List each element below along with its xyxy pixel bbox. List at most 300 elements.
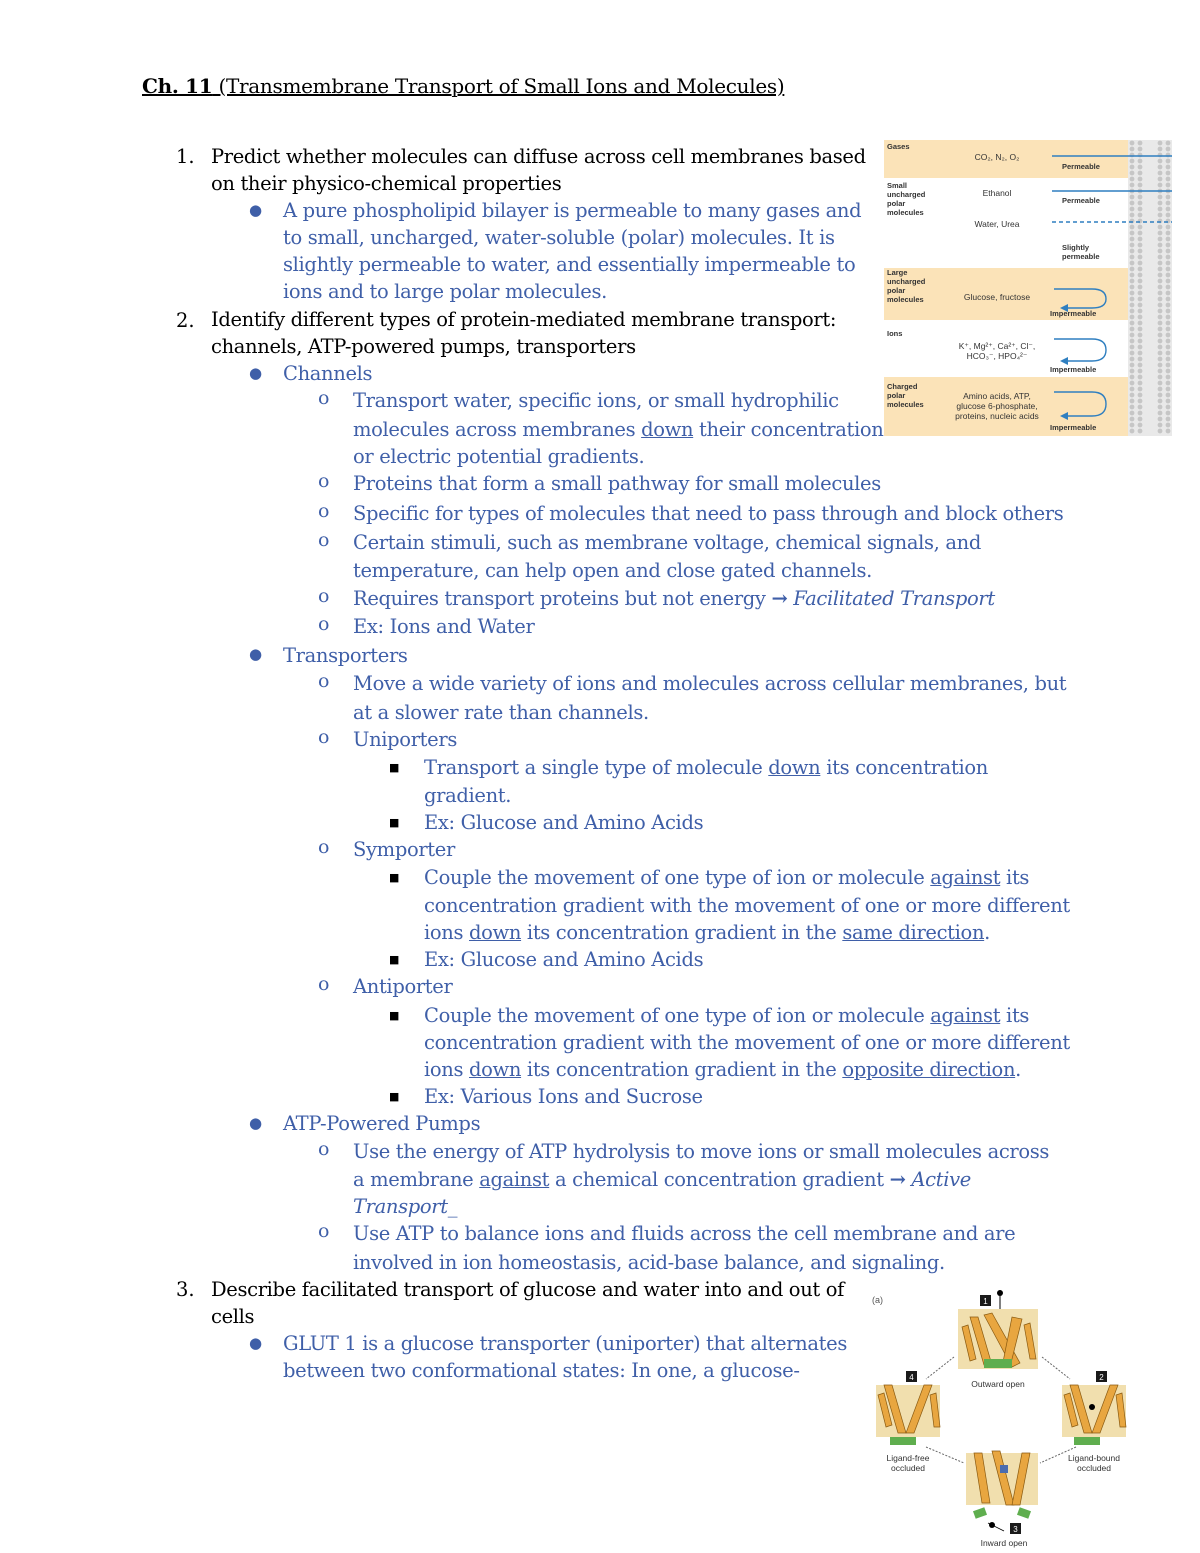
lipid-head bbox=[1130, 177, 1135, 182]
lipid-head bbox=[1138, 237, 1143, 242]
lipid-head bbox=[1158, 183, 1163, 188]
lipid-head bbox=[1166, 237, 1171, 242]
lipid-head bbox=[1158, 207, 1163, 212]
channels-p1-line-1: Transport water, specific ions, or small hydrophilic bbox=[353, 389, 839, 412]
lipid-head bbox=[1138, 369, 1143, 374]
lipid-head bbox=[1166, 315, 1171, 320]
item-3-line-1: Describe facilitated transport of glucose and water into and out of bbox=[211, 1278, 844, 1301]
lipid-head bbox=[1130, 399, 1135, 404]
lipid-head bbox=[1130, 273, 1135, 278]
lipid-head bbox=[1158, 273, 1163, 278]
lipid-head bbox=[1158, 423, 1163, 428]
lipid-head bbox=[1130, 309, 1135, 314]
lipid-head bbox=[1158, 279, 1163, 284]
lipid-head bbox=[1166, 309, 1171, 314]
lipid-head bbox=[1130, 411, 1135, 416]
lipid-head bbox=[1158, 381, 1163, 386]
svg-text:occluded: occluded bbox=[890, 1463, 926, 1473]
circle-bullet-icon: o bbox=[318, 585, 330, 607]
lipid-head bbox=[1130, 423, 1135, 428]
lipid-head bbox=[1158, 297, 1163, 302]
lipid-head bbox=[1158, 141, 1163, 146]
lipid-head bbox=[1166, 339, 1171, 344]
lipid-head bbox=[1158, 321, 1163, 326]
lipid-head bbox=[1166, 171, 1171, 176]
svg-text:Ions: Ions bbox=[887, 329, 903, 338]
lipid-bilayer bbox=[1128, 140, 1172, 436]
lipid-head bbox=[1130, 339, 1135, 344]
symporter-label: Symporter bbox=[353, 838, 455, 861]
lipid-head bbox=[1158, 351, 1163, 356]
lipid-head bbox=[1138, 141, 1143, 146]
lipid-head bbox=[1166, 303, 1171, 308]
lipid-head bbox=[1166, 159, 1171, 164]
lipid-head bbox=[1138, 345, 1143, 350]
lipid-head bbox=[1138, 417, 1143, 422]
lipid-head bbox=[1138, 387, 1143, 392]
circle-bullet-icon: o bbox=[318, 529, 330, 551]
lipid-head bbox=[1130, 213, 1135, 218]
lipid-head bbox=[1130, 225, 1135, 230]
lipid-head bbox=[1166, 345, 1171, 350]
lipid-head bbox=[1166, 381, 1171, 386]
circle-bullet-icon: o bbox=[318, 470, 330, 492]
lipid-head bbox=[1158, 225, 1163, 230]
lipid-head bbox=[1138, 183, 1143, 188]
lipid-head bbox=[1166, 411, 1171, 416]
state-ligand-bound bbox=[1062, 1371, 1126, 1473]
lipid-head bbox=[1166, 285, 1171, 290]
lipid-head bbox=[1166, 333, 1171, 338]
lipid-head bbox=[1138, 147, 1143, 152]
svg-text:Ligand-bound: Ligand-bound bbox=[1068, 1453, 1120, 1463]
lipid-head bbox=[1158, 417, 1163, 422]
lipid-head bbox=[1158, 285, 1163, 290]
lipid-head bbox=[1130, 159, 1135, 164]
lipid-head bbox=[1158, 171, 1163, 176]
svg-text:uncharged: uncharged bbox=[887, 277, 926, 286]
uniporters-label: Uniporters bbox=[353, 728, 457, 751]
lipid-head bbox=[1130, 255, 1135, 260]
lipid-head bbox=[1138, 309, 1143, 314]
lipid-head bbox=[1138, 333, 1143, 338]
lipid-head bbox=[1138, 303, 1143, 308]
lipid-head bbox=[1130, 297, 1135, 302]
underlined-down: down bbox=[641, 418, 694, 441]
page-title bbox=[142, 74, 784, 98]
lipid-head bbox=[1158, 393, 1163, 398]
svg-text:Permeable: Permeable bbox=[1062, 196, 1100, 205]
bilayer-line-3: slightly permeable to water, and essentially impermeable to bbox=[283, 253, 856, 276]
lipid-head bbox=[1166, 357, 1171, 362]
lipid-head bbox=[1166, 267, 1171, 272]
lipid-head bbox=[1158, 261, 1163, 266]
svg-text:1: 1 bbox=[983, 1297, 988, 1306]
item-1-line-2: on their physico-chemical properties bbox=[211, 172, 562, 195]
symporter-s1-line-1: Couple the movement of one type of ion or molecule against its bbox=[424, 866, 1030, 889]
lipid-head bbox=[1158, 303, 1163, 308]
lipid-head bbox=[1130, 393, 1135, 398]
bullet-icon: ● bbox=[249, 645, 263, 663]
channels-p1-line-3: or electric potential gradients. bbox=[353, 445, 645, 468]
glut-line-1: GLUT 1 is a glucose transporter (uniporter) that alternates bbox=[283, 1332, 847, 1355]
lipid-head bbox=[1130, 345, 1135, 350]
lipid-head bbox=[1158, 213, 1163, 218]
lipid-head bbox=[1138, 327, 1143, 332]
permeability-figure bbox=[884, 140, 1172, 436]
item-1-number: 1. bbox=[176, 145, 195, 168]
lipid-head bbox=[1130, 141, 1135, 146]
lipid-head bbox=[1166, 363, 1171, 368]
row-gases-label: Gases bbox=[887, 142, 910, 151]
item-1-line-1: Predict whether molecules can diffuse across cell membranes based bbox=[211, 145, 866, 168]
lipid-head bbox=[1158, 147, 1163, 152]
lipid-head bbox=[1158, 315, 1163, 320]
lipid-head bbox=[1158, 309, 1163, 314]
pumps-p2-line-1: Use ATP to balance ions and fluids across the cell membrane and are bbox=[353, 1222, 1016, 1245]
lipid-head bbox=[1130, 261, 1135, 266]
lipid-head bbox=[1158, 399, 1163, 404]
square-bullet-icon: ■ bbox=[389, 816, 400, 829]
lipid-head bbox=[1138, 207, 1143, 212]
lipid-head bbox=[1130, 279, 1135, 284]
lipid-head bbox=[1130, 243, 1135, 248]
state-outward-open bbox=[958, 1290, 1038, 1389]
lipid-head bbox=[1166, 297, 1171, 302]
arrow-right-icon: → bbox=[889, 1168, 906, 1191]
lipid-head bbox=[1158, 159, 1163, 164]
pumps-heading: ATP-Powered Pumps bbox=[283, 1112, 481, 1135]
chapter-label: Ch. 11 bbox=[142, 74, 213, 98]
lipid-head bbox=[1166, 273, 1171, 278]
lipid-head bbox=[1158, 363, 1163, 368]
lipid-head bbox=[1158, 339, 1163, 344]
lipid-head bbox=[1130, 351, 1135, 356]
lipid-head bbox=[1158, 357, 1163, 362]
svg-text:polar: polar bbox=[887, 199, 906, 208]
svg-text:Permeable: Permeable bbox=[1062, 162, 1100, 171]
antiporter-label: Antiporter bbox=[353, 975, 453, 998]
lipid-head bbox=[1166, 405, 1171, 410]
svg-text:Impermeable: Impermeable bbox=[1050, 365, 1097, 374]
pumps-p1-line-3: Transport_ bbox=[353, 1195, 458, 1218]
lipid-head bbox=[1166, 399, 1171, 404]
svg-text:Water, Urea: Water, Urea bbox=[974, 219, 1020, 229]
svg-text:Amino acids, ATP,: Amino acids, ATP, bbox=[963, 391, 1031, 401]
uniporters-s1-line-2: gradient. bbox=[424, 784, 512, 807]
transporters-heading: Transporters bbox=[283, 644, 408, 667]
lipid-head bbox=[1130, 375, 1135, 380]
lipid-head bbox=[1166, 429, 1171, 434]
lipid-head bbox=[1166, 243, 1171, 248]
lipid-head bbox=[1166, 195, 1171, 200]
circle-bullet-icon: o bbox=[318, 613, 330, 635]
lipid-head bbox=[1138, 405, 1143, 410]
svg-text:molecules: molecules bbox=[887, 400, 924, 409]
lipid-head bbox=[1130, 381, 1135, 386]
lipid-head bbox=[1130, 201, 1135, 206]
lipid-head bbox=[1166, 279, 1171, 284]
svg-text:uncharged: uncharged bbox=[887, 190, 926, 199]
lipid-head bbox=[1130, 387, 1135, 392]
chapter-topic: (Transmembrane Transport of Small Ions and Molecules) bbox=[212, 74, 785, 98]
lipid-head bbox=[1138, 339, 1143, 344]
bilayer-line-1: A pure phospholipid bilayer is permeable to many gases and bbox=[283, 199, 862, 222]
lipid-head bbox=[1130, 303, 1135, 308]
lipid-head bbox=[1138, 213, 1143, 218]
bullet-icon: ● bbox=[249, 201, 263, 219]
lipid-head bbox=[1138, 177, 1143, 182]
lipid-head bbox=[1158, 387, 1163, 392]
lipid-head bbox=[1158, 237, 1163, 242]
svg-text:polar: polar bbox=[887, 391, 906, 400]
lipid-head bbox=[1138, 297, 1143, 302]
lipid-head bbox=[1138, 165, 1143, 170]
lipid-head bbox=[1158, 375, 1163, 380]
lipid-head bbox=[1130, 171, 1135, 176]
channels-p2: Proteins that form a small pathway for small molecules bbox=[353, 472, 881, 495]
lipid-head bbox=[1158, 429, 1163, 434]
svg-text:permeable: permeable bbox=[1062, 252, 1100, 261]
svg-text:Glucose, fructose: Glucose, fructose bbox=[963, 292, 1031, 302]
lipid-head bbox=[1166, 393, 1171, 398]
channels-heading: Channels bbox=[283, 362, 373, 385]
circle-bullet-icon: o bbox=[318, 387, 330, 409]
svg-text:Large: Large bbox=[887, 268, 908, 277]
lipid-head bbox=[1166, 201, 1171, 206]
antiporter-s1-line-3: ions down its concentration gradient in the opposite direction. bbox=[424, 1058, 1022, 1081]
svg-text:Impermeable: Impermeable bbox=[1050, 423, 1097, 432]
lipid-head bbox=[1138, 381, 1143, 386]
lipid-head bbox=[1158, 243, 1163, 248]
lipid-head bbox=[1138, 261, 1143, 266]
lipid-head bbox=[1130, 231, 1135, 236]
lipid-head bbox=[1166, 177, 1171, 182]
svg-text:Small: Small bbox=[887, 181, 908, 190]
svg-text:molecules: molecules bbox=[887, 295, 924, 304]
lipid-head bbox=[1158, 291, 1163, 296]
symporter-s2: Ex: Glucose and Amino Acids bbox=[424, 948, 704, 971]
lipid-head bbox=[1166, 291, 1171, 296]
circle-bullet-icon: o bbox=[318, 1220, 330, 1242]
svg-text:HCO₃⁻, HPO₄²⁻: HCO₃⁻, HPO₄²⁻ bbox=[966, 351, 1028, 361]
lipid-head bbox=[1158, 411, 1163, 416]
lipid-head bbox=[1138, 351, 1143, 356]
lipid-head bbox=[1138, 399, 1143, 404]
lipid-head bbox=[1166, 423, 1171, 428]
lipid-head bbox=[1166, 369, 1171, 374]
svg-text:Charged: Charged bbox=[887, 382, 918, 391]
lipid-head bbox=[1130, 315, 1135, 320]
circle-bullet-icon: o bbox=[318, 500, 330, 522]
lipid-head bbox=[1130, 183, 1135, 188]
lipid-head bbox=[1166, 141, 1171, 146]
lipid-head bbox=[1130, 429, 1135, 434]
lipid-head bbox=[1166, 327, 1171, 332]
square-bullet-icon: ■ bbox=[389, 1009, 400, 1022]
channels-p3: Specific for types of molecules that need to pass through and block others bbox=[353, 502, 1064, 525]
transporters-p1-line-1: Move a wide variety of ions and molecules across cellular membranes, but bbox=[353, 672, 1067, 695]
svg-text:Ligand-free: Ligand-free bbox=[886, 1453, 930, 1463]
lipid-head bbox=[1166, 249, 1171, 254]
svg-text:2: 2 bbox=[1099, 1373, 1104, 1382]
lipid-head bbox=[1138, 393, 1143, 398]
lipid-head bbox=[1138, 363, 1143, 368]
lipid-head bbox=[1130, 207, 1135, 212]
item-3-number: 3. bbox=[176, 1278, 195, 1301]
lipid-head bbox=[1166, 147, 1171, 152]
antiporter-s1-line-2: concentration gradient with the movement of one or more different bbox=[424, 1031, 1070, 1054]
lipid-head bbox=[1158, 327, 1163, 332]
lipid-head bbox=[1130, 327, 1135, 332]
svg-text:Impermeable: Impermeable bbox=[1050, 309, 1097, 318]
lipid-head bbox=[1130, 333, 1135, 338]
lipid-head bbox=[1166, 207, 1171, 212]
lipid-head bbox=[1130, 165, 1135, 170]
lipid-head bbox=[1158, 255, 1163, 260]
svg-text:Ethanol: Ethanol bbox=[982, 188, 1012, 198]
svg-text:polar: polar bbox=[887, 286, 906, 295]
lipid-head bbox=[1158, 231, 1163, 236]
uniporters-s2: Ex: Glucose and Amino Acids bbox=[424, 811, 704, 834]
square-bullet-icon: ■ bbox=[389, 871, 400, 884]
item-2-line-1: Identify different types of protein-mediated membrane transport: bbox=[211, 308, 837, 331]
lipid-head bbox=[1158, 345, 1163, 350]
lipid-head bbox=[1158, 165, 1163, 170]
lipid-head bbox=[1158, 405, 1163, 410]
uniporters-s1-line-1: Transport a single type of molecule down its concentration bbox=[424, 756, 988, 779]
channels-p4-line-2: temperature, can help open and close gated channels. bbox=[353, 559, 873, 582]
lipid-head bbox=[1166, 261, 1171, 266]
lipid-head bbox=[1166, 417, 1171, 422]
lipid-head bbox=[1138, 411, 1143, 416]
channels-p6: Ex: Ions and Water bbox=[353, 615, 535, 638]
svg-text:3: 3 bbox=[1013, 1525, 1018, 1534]
glut-line-2: between two conformational states: In one, a glucose- bbox=[283, 1359, 800, 1382]
circle-bullet-icon: o bbox=[318, 726, 330, 748]
lipid-head bbox=[1138, 285, 1143, 290]
lipid-head bbox=[1166, 231, 1171, 236]
lipid-head bbox=[1130, 195, 1135, 200]
lipid-head bbox=[1130, 285, 1135, 290]
lipid-head bbox=[1138, 201, 1143, 206]
lipid-head bbox=[1130, 237, 1135, 242]
lipid-head bbox=[1130, 249, 1135, 254]
lipid-head bbox=[1138, 243, 1143, 248]
lipid-head bbox=[1130, 357, 1135, 362]
bullet-icon: ● bbox=[249, 1114, 263, 1132]
lipid-head bbox=[1130, 417, 1135, 422]
item-3-line-2: cells bbox=[211, 1305, 255, 1328]
svg-text:molecules: molecules bbox=[887, 208, 924, 217]
lipid-head bbox=[1158, 195, 1163, 200]
lipid-head bbox=[1166, 213, 1171, 218]
state-inward-open bbox=[966, 1451, 1038, 1548]
lipid-head bbox=[1138, 267, 1143, 272]
svg-text:Outward open: Outward open bbox=[971, 1379, 1025, 1389]
circle-bullet-icon: o bbox=[318, 1138, 330, 1160]
lipid-head bbox=[1138, 159, 1143, 164]
lipid-head bbox=[1138, 291, 1143, 296]
svg-text:K⁺, Mg²⁺, Ca²⁺, Cl⁻,: K⁺, Mg²⁺, Ca²⁺, Cl⁻, bbox=[958, 341, 1036, 351]
square-bullet-icon: ■ bbox=[389, 953, 400, 966]
bullet-icon: ● bbox=[249, 364, 263, 382]
arrow-right-icon: → bbox=[771, 587, 788, 610]
lipid-head bbox=[1130, 147, 1135, 152]
svg-text:Slightly: Slightly bbox=[1062, 243, 1090, 252]
bilayer-line-4: ions and to large polar molecules. bbox=[283, 280, 607, 303]
svg-text:proteins, nucleic acids: proteins, nucleic acids bbox=[955, 411, 1039, 421]
lipid-head bbox=[1138, 357, 1143, 362]
channels-p1-line-2: molecules across membranes down their concentration bbox=[353, 418, 884, 441]
svg-text:Inward open: Inward open bbox=[980, 1538, 1028, 1548]
lipid-head bbox=[1138, 279, 1143, 284]
lipid-head bbox=[1166, 165, 1171, 170]
lipid-head bbox=[1158, 333, 1163, 338]
pumps-p1-line-2: a membrane against a chemical concentration gradient → Active bbox=[353, 1168, 971, 1191]
lipid-head bbox=[1158, 249, 1163, 254]
lipid-head bbox=[1166, 225, 1171, 230]
lipid-head bbox=[1130, 291, 1135, 296]
lipid-head bbox=[1130, 363, 1135, 368]
lipid-head bbox=[1130, 405, 1135, 410]
channels-p5: Requires transport proteins but not energy → Facilitated Transport bbox=[353, 587, 995, 610]
svg-text:CO₂, N₂, O₂: CO₂, N₂, O₂ bbox=[974, 152, 1020, 162]
lipid-head bbox=[1158, 201, 1163, 206]
lipid-head bbox=[1138, 171, 1143, 176]
lipid-head bbox=[1138, 423, 1143, 428]
lipid-head bbox=[1158, 267, 1163, 272]
lipid-head bbox=[1158, 369, 1163, 374]
lipid-head bbox=[1138, 321, 1143, 326]
antiporter-s2: Ex: Various Ions and Sucrose bbox=[424, 1085, 703, 1108]
lipid-head bbox=[1138, 249, 1143, 254]
lipid-head bbox=[1166, 255, 1171, 260]
lipid-head bbox=[1158, 177, 1163, 182]
lipid-head bbox=[1130, 369, 1135, 374]
lipid-head bbox=[1166, 183, 1171, 188]
lipid-head bbox=[1166, 387, 1171, 392]
pumps-p2-line-2: involved in ion homeostasis, acid-base balance, and signaling. bbox=[353, 1251, 945, 1274]
svg-text:glucose 6-phosphate,: glucose 6-phosphate, bbox=[956, 401, 1038, 411]
circle-bullet-icon: o bbox=[318, 836, 330, 858]
lipid-head bbox=[1138, 375, 1143, 380]
channels-p4-line-1: Certain stimuli, such as membrane voltage, chemical signals, and bbox=[353, 531, 981, 554]
svg-text:4: 4 bbox=[909, 1373, 914, 1382]
square-bullet-icon: ■ bbox=[389, 761, 400, 774]
lipid-head bbox=[1166, 351, 1171, 356]
pumps-p1-line-1: Use the energy of ATP hydrolysis to move ions or small molecules across bbox=[353, 1140, 1050, 1163]
transporters-p1-line-2: at a slower rate than channels. bbox=[353, 701, 649, 724]
symporter-s1-line-3: ions down its concentration gradient in the same direction. bbox=[424, 921, 991, 944]
lipid-head bbox=[1130, 321, 1135, 326]
lipid-head bbox=[1166, 321, 1171, 326]
lipid-head bbox=[1138, 225, 1143, 230]
circle-bullet-icon: o bbox=[318, 670, 330, 692]
bilayer-line-2: to small, uncharged, water-soluble (polar) molecules. It is bbox=[283, 226, 835, 249]
circle-bullet-icon: o bbox=[318, 973, 330, 995]
lipid-head bbox=[1138, 255, 1143, 260]
figure-part-label: (a) bbox=[872, 1295, 883, 1305]
lipid-head bbox=[1130, 267, 1135, 272]
glut1-cycle-figure bbox=[866, 1287, 1136, 1549]
lipid-head bbox=[1166, 375, 1171, 380]
lipid-head bbox=[1138, 195, 1143, 200]
symporter-s1-line-2: concentration gradient with the movement of one or more different bbox=[424, 894, 1070, 917]
lipid-head bbox=[1138, 273, 1143, 278]
square-bullet-icon: ■ bbox=[389, 1090, 400, 1103]
lipid-head bbox=[1138, 231, 1143, 236]
